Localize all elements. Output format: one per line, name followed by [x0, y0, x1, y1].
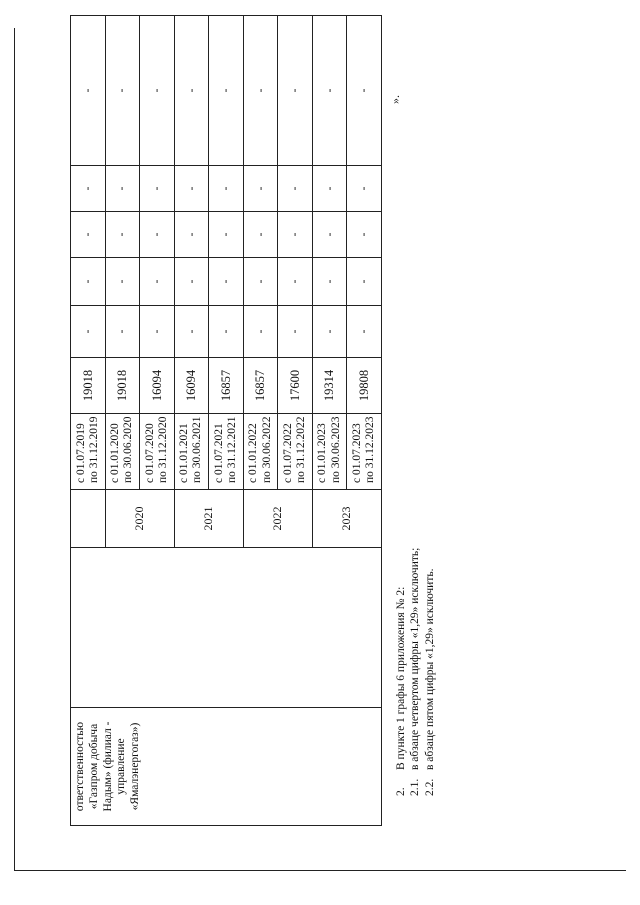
closing-quote: ». — [388, 95, 402, 104]
period-cell: с 01.01.2020 по 30.06.2020 — [105, 414, 140, 490]
dash-cell: - — [140, 16, 175, 166]
dash-cell: - — [140, 212, 175, 258]
dash-cell: - — [71, 16, 106, 166]
dash-cell: - — [105, 16, 140, 166]
dash-cell: - — [312, 306, 347, 358]
dash-cell: - — [174, 212, 209, 258]
value-cell: 19808 — [347, 358, 382, 414]
note-line: 2.2.в абзаце пятом цифры «1,29» исключить. — [423, 568, 436, 796]
dash-cell: - — [174, 306, 209, 358]
dash-cell: - — [71, 258, 106, 306]
dash-cell: - — [209, 166, 244, 212]
dash-cell: - — [140, 306, 175, 358]
dash-cell: - — [243, 306, 278, 358]
dash-cell: - — [312, 212, 347, 258]
value-cell: 17600 — [278, 358, 313, 414]
note-line: 2.В пункте 1 графы 6 приложения № 2: — [395, 586, 407, 796]
dash-cell: - — [312, 16, 347, 166]
dash-cell: - — [209, 16, 244, 166]
dash-cell: - — [243, 166, 278, 212]
tariff-table — [70, 15, 382, 826]
period-cell: с 01.07.2019 по 31.12.2019 — [71, 414, 106, 490]
dash-cell: - — [174, 166, 209, 212]
scan-bottom-edge — [14, 870, 626, 871]
dash-cell: - — [278, 306, 313, 358]
period-cell: с 01.01.2023 по 30.06.2023 — [312, 414, 347, 490]
value-cell: 19018 — [105, 358, 140, 414]
period-cell: с 01.01.2022 по 30.06.2022 — [243, 414, 278, 490]
dash-cell: - — [174, 258, 209, 306]
dash-cell: - — [243, 16, 278, 166]
dash-cell: - — [105, 212, 140, 258]
dash-cell: - — [278, 212, 313, 258]
dash-cell: - — [278, 258, 313, 306]
year-cell: 2023 — [312, 490, 381, 548]
table-row — [71, 16, 106, 826]
value-cell: 16094 — [174, 358, 209, 414]
rotated-page-content — [70, 16, 436, 826]
dash-cell: - — [209, 306, 244, 358]
value-cell: 16857 — [209, 358, 244, 414]
dash-cell: - — [243, 258, 278, 306]
dash-cell: - — [209, 258, 244, 306]
dash-cell: - — [312, 258, 347, 306]
period-cell: с 01.07.2020 по 31.12.2020 — [140, 414, 175, 490]
dash-cell: - — [347, 16, 382, 166]
note-line: 2.1.в абзаце четвертом цифры «1,29» исключить; — [409, 547, 422, 796]
year-cell: 2020 — [105, 490, 174, 548]
period-cell: с 01.07.2021 по 31.12.2021 — [209, 414, 244, 490]
year-cell: 2022 — [243, 490, 312, 548]
amendment-notes — [394, 16, 437, 826]
dash-cell: - — [347, 166, 382, 212]
dash-cell: - — [312, 166, 347, 212]
value-cell: 19314 — [312, 358, 347, 414]
dash-cell: - — [105, 306, 140, 358]
dash-cell: - — [140, 166, 175, 212]
dash-cell: - — [105, 258, 140, 306]
scan-left-edge — [14, 28, 15, 870]
dash-cell: - — [347, 306, 382, 358]
dash-cell: - — [347, 258, 382, 306]
dash-cell: - — [347, 212, 382, 258]
dash-cell: - — [71, 212, 106, 258]
period-cell: с 01.07.2023 по 31.12.2023 — [347, 414, 382, 490]
dash-cell: - — [174, 16, 209, 166]
value-cell: 19018 — [71, 358, 106, 414]
dash-cell: - — [209, 212, 244, 258]
dash-cell: - — [278, 166, 313, 212]
dash-cell: - — [278, 16, 313, 166]
dash-cell: - — [71, 306, 106, 358]
organization-name: ответственностью «Газпром добыча Надым» (филиал - управление «Ямалэнергогаз») — [71, 708, 382, 826]
blank-column — [71, 548, 382, 708]
period-cell: с 01.01.2021 по 30.06.2021 — [174, 414, 209, 490]
year-cell: 2021 — [174, 490, 243, 548]
dash-cell: - — [105, 166, 140, 212]
value-cell: 16857 — [243, 358, 278, 414]
year-cell-empty — [71, 490, 106, 548]
value-cell: 16094 — [140, 358, 175, 414]
dash-cell: - — [71, 166, 106, 212]
period-cell: с 01.07.2022 по 31.12.2022 — [278, 414, 313, 490]
dash-cell: - — [140, 258, 175, 306]
dash-cell: - — [243, 212, 278, 258]
